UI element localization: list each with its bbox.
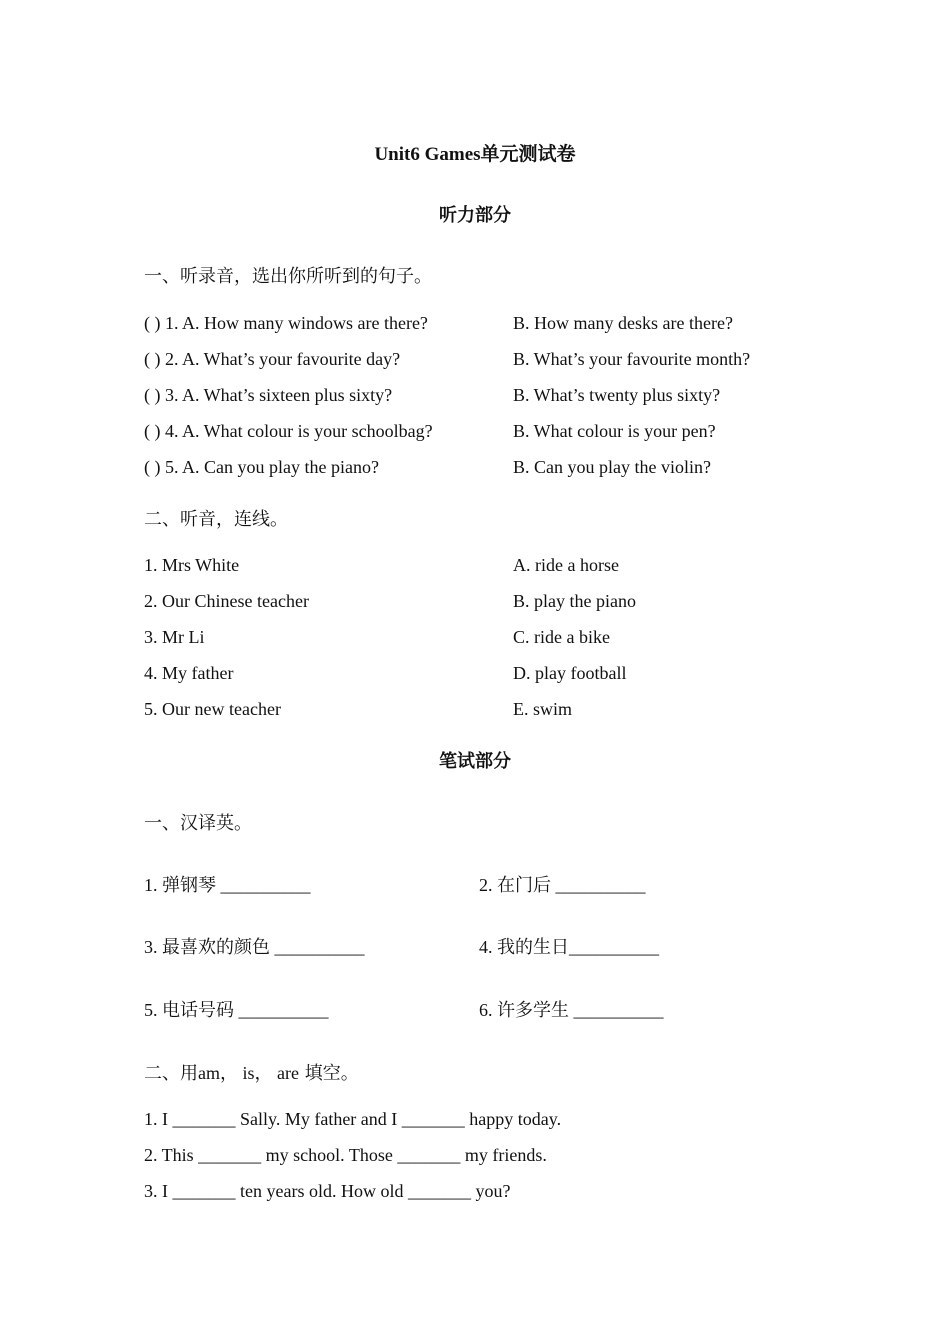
translate-item-6 <box>479 996 664 1022</box>
writing-part2-heading-words: am， is， are <box>198 1063 299 1083</box>
writing-part2-heading <box>144 1059 359 1085</box>
match-right-e: E. swim <box>513 699 573 719</box>
page-title: Unit6 Games单元测试卷 <box>374 144 576 165</box>
translate-item-5-num: 5. <box>144 1000 158 1020</box>
translate-item-2-num: 2. <box>479 875 493 895</box>
translate-item-2 <box>479 871 646 897</box>
translate-item-6-num: 6. <box>479 1000 493 1020</box>
translate-item-1-blank: __________ <box>216 875 311 895</box>
listening-q4-option-b: B. What colour is your pen? <box>513 421 716 441</box>
match-right-b: B. play the piano <box>513 591 636 611</box>
fill-blank-item-2: 2. This _______ my school. Those _______ my friends. <box>144 1145 547 1165</box>
writing-part1-heading: 一、汉译英。 <box>144 813 252 834</box>
translate-item-1-text: 弹钢琴 <box>162 875 216 896</box>
listening-q1-option-b: B. How many desks are there? <box>513 313 733 333</box>
translate-item-1 <box>144 871 311 897</box>
translate-item-2-blank: __________ <box>551 875 646 895</box>
match-left-4: 4. My father <box>144 663 234 683</box>
translate-item-3-num: 3. <box>144 937 158 957</box>
listening-q4-option-a: ( ) 4. A. What colour is your schoolbag? <box>144 421 433 441</box>
translate-item-4 <box>479 933 659 959</box>
translate-item-4-text: 我的生日 <box>497 937 569 958</box>
listening-part1-heading: 一、听录音，选出你所听到的句子。 <box>144 266 432 287</box>
match-right-d: D. play football <box>513 663 627 683</box>
match-right-a: A. ride a horse <box>513 555 619 575</box>
translate-item-5-blank: __________ <box>234 1000 329 1020</box>
listening-q2-option-a: ( ) 2. A. What’s your favourite day? <box>144 349 401 369</box>
listening-part2-heading: 二、听音，连线。 <box>144 509 288 530</box>
match-right-c: C. ride a bike <box>513 627 610 647</box>
translate-item-5 <box>144 996 329 1022</box>
listening-q5-option-a: ( ) 5. A. Can you play the piano? <box>144 457 379 477</box>
translate-item-1-num: 1. <box>144 875 158 895</box>
translate-item-2-text: 在门后 <box>497 875 551 896</box>
listening-q1-option-a: ( ) 1. A. How many windows are there? <box>144 313 428 333</box>
fill-blank-item-1: 1. I _______ Sally. My father and I _______ happy today. <box>144 1109 562 1129</box>
translate-item-6-text: 许多学生 <box>497 1000 569 1021</box>
match-left-2: 2. Our Chinese teacher <box>144 591 309 611</box>
listening-section-title: 听力部分 <box>439 205 511 225</box>
match-left-5: 5. Our new teacher <box>144 699 281 719</box>
fill-blank-item-3: 3. I _______ ten years old. How old _______ you? <box>144 1181 511 1201</box>
translate-item-6-blank: __________ <box>569 1000 664 1020</box>
match-left-1: 1. Mrs White <box>144 555 240 575</box>
listening-q2-option-b: B. What’s your favourite month? <box>513 349 751 369</box>
match-left-3: 3. Mr Li <box>144 627 205 647</box>
translate-item-3 <box>144 933 365 959</box>
listening-q5-option-b: B. Can you play the violin? <box>513 457 711 477</box>
translate-item-3-text: 最喜欢的颜色 <box>162 937 270 958</box>
translate-item-4-blank: __________ <box>569 937 659 957</box>
writing-section-title: 笔试部分 <box>439 751 511 771</box>
translate-item-3-blank: __________ <box>270 937 365 957</box>
translate-item-5-text: 电话号码 <box>162 1000 234 1021</box>
listening-q3-option-b: B. What’s twenty plus sixty? <box>513 385 721 405</box>
translate-item-4-num: 4. <box>479 937 493 957</box>
listening-q3-option-a: ( ) 3. A. What’s sixteen plus sixty? <box>144 385 393 405</box>
writing-part2-heading-pre: 二、用 <box>144 1063 198 1084</box>
writing-part2-heading-post: 填空。 <box>304 1063 359 1084</box>
